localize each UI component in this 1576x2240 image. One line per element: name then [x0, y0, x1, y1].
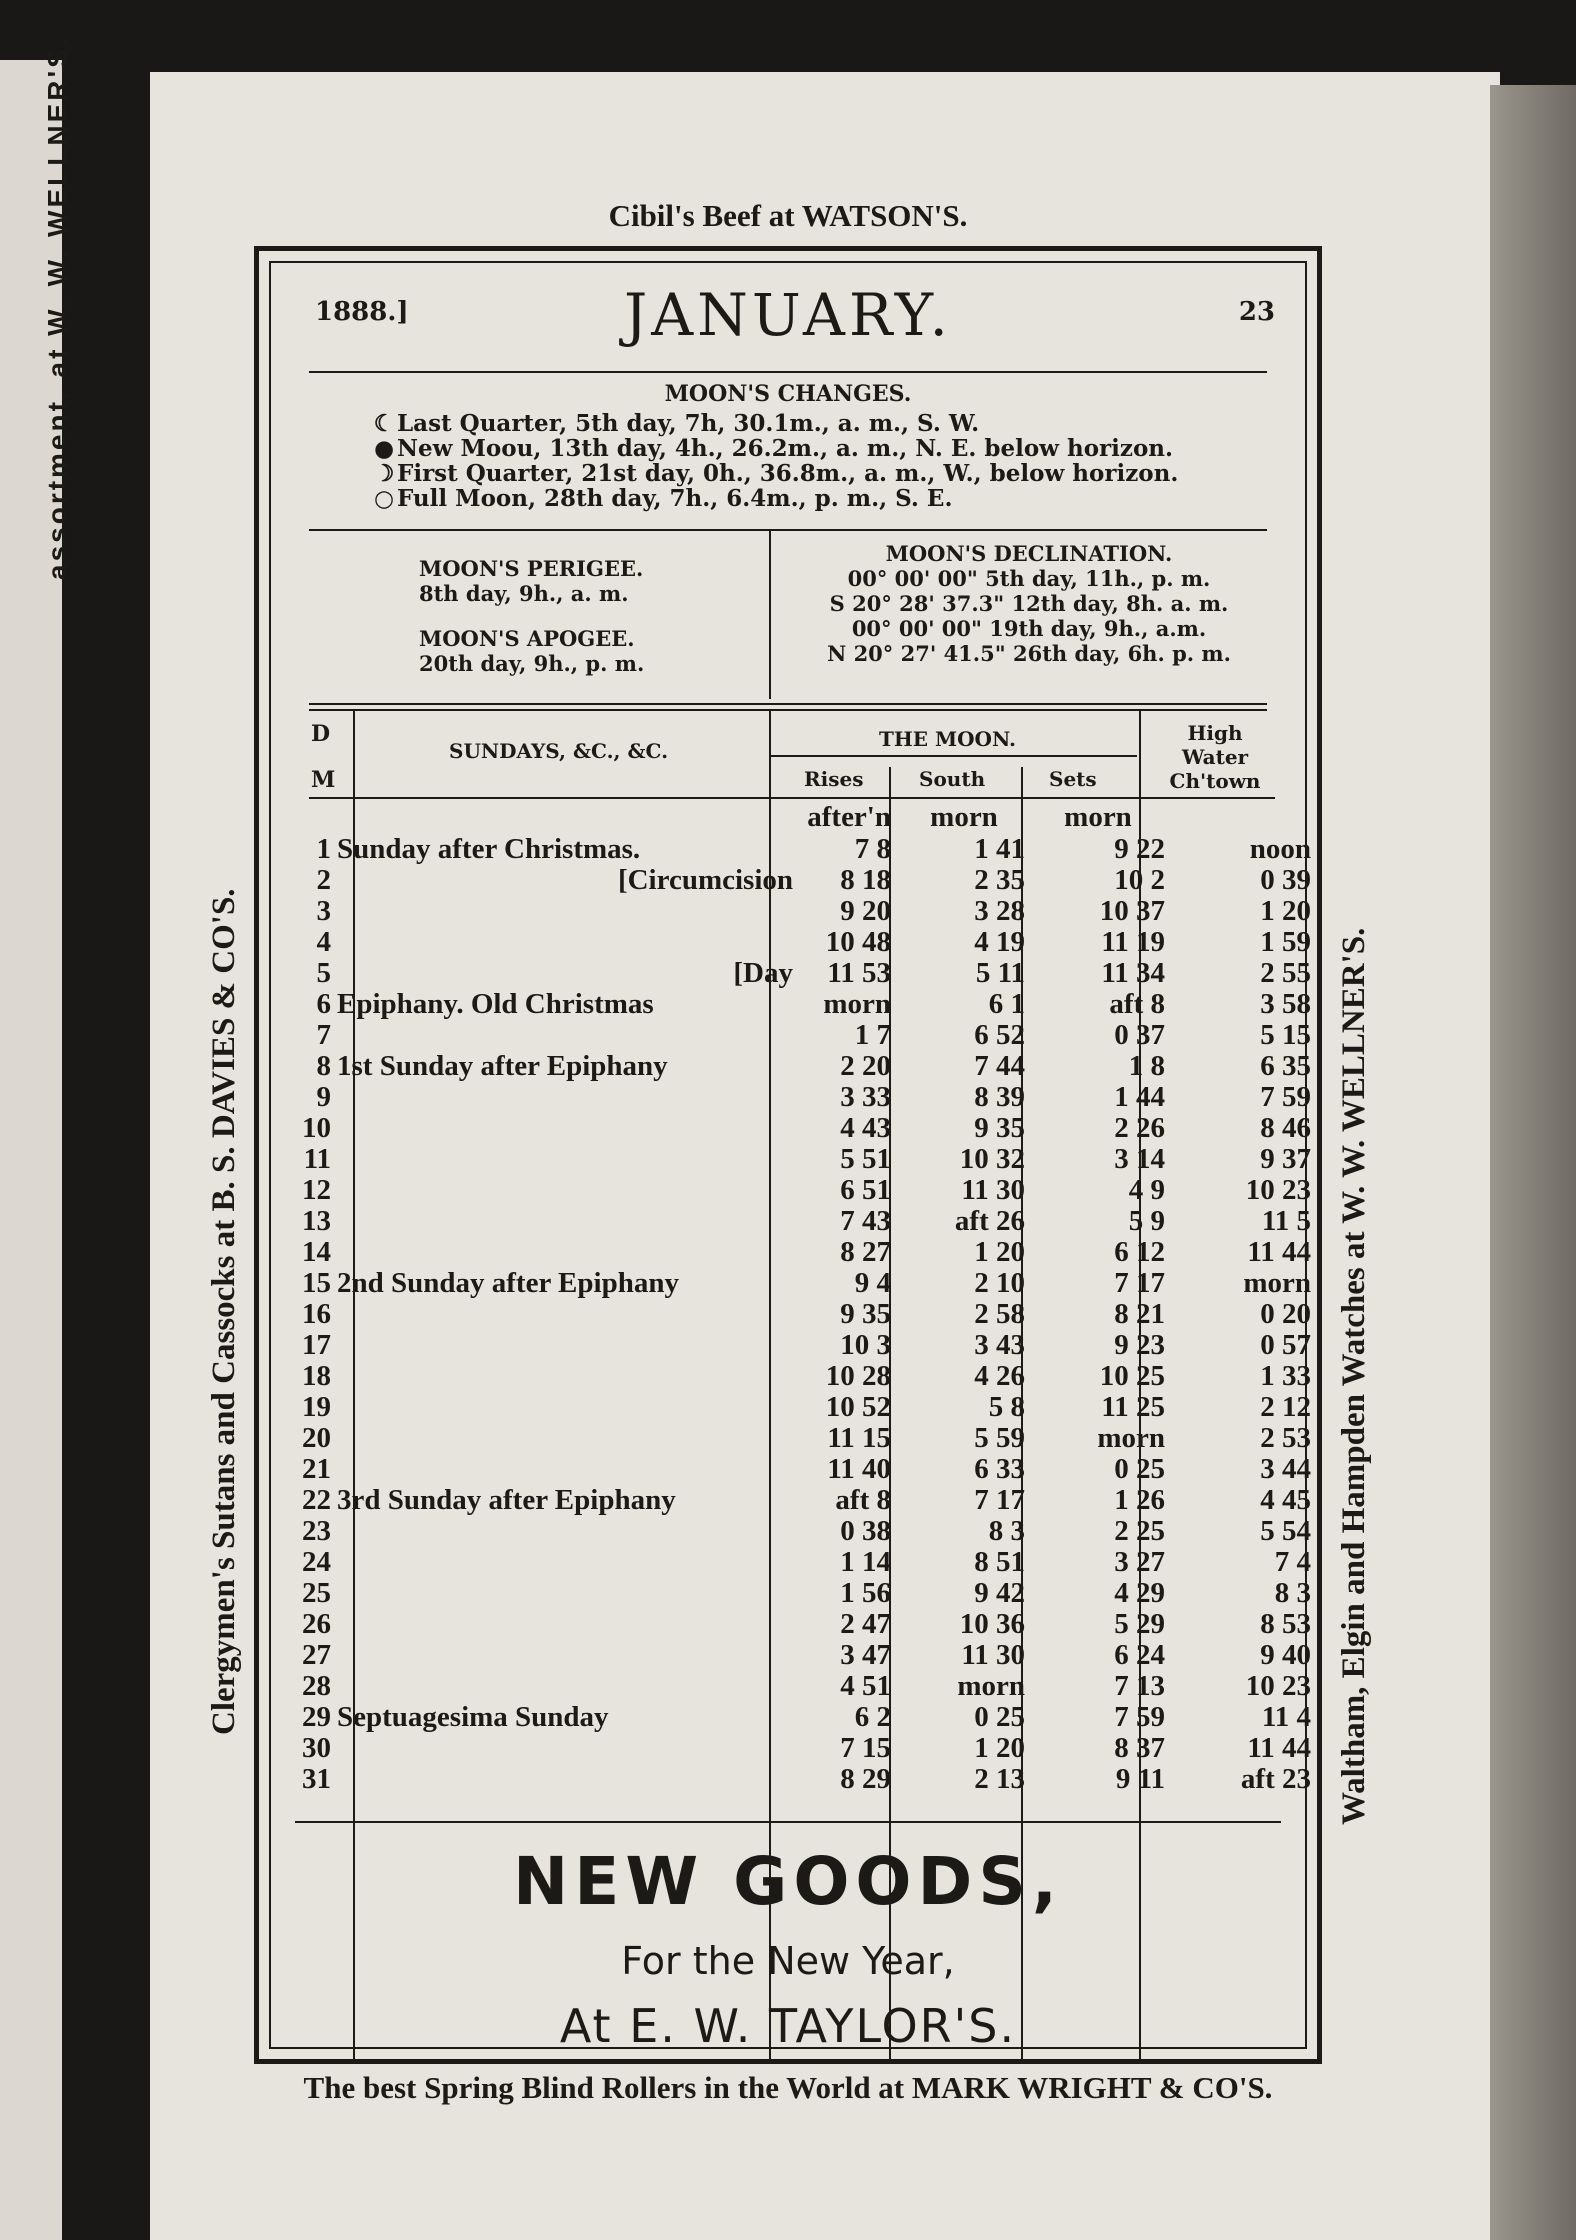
day-number: 15 — [302, 1267, 331, 1299]
calendar-row — [291, 1112, 1311, 1144]
calendar-row — [291, 1732, 1311, 1764]
day-number: 14 — [302, 1236, 331, 1268]
day-number: 21 — [302, 1453, 331, 1485]
moon-sets: 9 23 — [1114, 1329, 1165, 1361]
high-water: noon — [1249, 833, 1311, 865]
moon-rises: aft 8 — [835, 1484, 891, 1516]
high-water: 11 44 — [1247, 1236, 1311, 1268]
day-number: 7 — [316, 1019, 331, 1051]
perigee-title: MOON'S PERIGEE. — [419, 556, 644, 581]
table-top-rule-double — [309, 709, 1267, 711]
header-bottom-rule — [309, 797, 1275, 799]
dm-header-m: M — [311, 767, 336, 793]
moon-sets: 7 17 — [1114, 1267, 1165, 1299]
high-water-header-2: Water — [1181, 745, 1249, 769]
high-water: 1 20 — [1260, 895, 1311, 927]
calendar-row — [291, 1329, 1311, 1361]
day-number: 26 — [302, 1608, 331, 1640]
moon-rises: 7 8 — [854, 833, 891, 865]
calendar-row — [291, 988, 1311, 1020]
page-number: 23 — [1238, 297, 1275, 327]
moon-south: 4 19 — [974, 926, 1025, 958]
moon-rises: 11 15 — [827, 1422, 891, 1454]
moon-rises: 10 52 — [825, 1391, 891, 1423]
moon-south: 6 52 — [974, 1019, 1025, 1051]
high-water: 2 53 — [1260, 1422, 1311, 1454]
day-number: 9 — [316, 1081, 331, 1113]
moon-rises: morn — [823, 988, 891, 1020]
calendar-row — [291, 1143, 1311, 1175]
page-gutter-shadow — [1490, 85, 1576, 2240]
moon-south: 1 41 — [974, 833, 1025, 865]
sundays-header: SUNDAYS, &C., &C. — [449, 739, 669, 763]
perigee-value: 8th day, 9h., a. m. — [419, 581, 629, 606]
day-number: 17 — [302, 1329, 331, 1361]
moon-rises: 1 7 — [854, 1019, 891, 1051]
calendar-row — [291, 1453, 1311, 1485]
calendar-row — [291, 1236, 1311, 1268]
moon-rises: 10 28 — [825, 1360, 891, 1392]
calendar-row — [291, 864, 1311, 896]
advert-line-1: For the New Year, — [621, 1939, 955, 1983]
moon-rises: 2 20 — [840, 1050, 891, 1082]
day-number: 30 — [302, 1732, 331, 1764]
calendar-row — [291, 1546, 1311, 1578]
advert-line-2: At E. W. TAYLOR'S. — [559, 1999, 1017, 2053]
moon-sets: 10 37 — [1099, 895, 1165, 927]
moon-change-row — [371, 486, 1178, 511]
day-observance: 3rd Sunday after Epiphany — [337, 1484, 676, 1516]
table-subheader-row — [291, 801, 1291, 832]
day-observance: Epiphany. Old Christmas — [337, 988, 654, 1020]
high-water: 2 12 — [1260, 1391, 1311, 1423]
day-number: 19 — [302, 1391, 331, 1423]
moon-sets: morn — [1097, 1422, 1165, 1454]
day-number: 16 — [302, 1298, 331, 1330]
high-water: 10 23 — [1245, 1670, 1311, 1702]
moon-change-text: Full Moon, 28th day, 7h., 6.4m., p. m., S. E. — [397, 485, 953, 512]
calendar-frame — [254, 246, 1322, 2064]
moon-rises: 0 38 — [840, 1515, 891, 1547]
day-number: 13 — [302, 1205, 331, 1237]
declination-line: 00° 00' 00" 5th day, 11h., p. m. — [847, 566, 1211, 591]
high-water: 6 35 — [1260, 1050, 1311, 1082]
moon-rises: 6 51 — [840, 1174, 891, 1206]
calendar-row — [291, 1670, 1311, 1702]
moon-sets: 1 44 — [1114, 1081, 1165, 1113]
declination-line: N 20° 27' 41.5" 26th day, 6h. p. m. — [827, 641, 1231, 666]
high-water: 1 59 — [1260, 926, 1311, 958]
day-number: 27 — [302, 1639, 331, 1671]
day-number: 23 — [302, 1515, 331, 1547]
declination-line: 00° 00' 00" 19th day, 9h., a.m. — [851, 616, 1207, 641]
moon-sets: 3 14 — [1114, 1143, 1165, 1175]
moon-rises: 4 43 — [840, 1112, 891, 1144]
full-moon-icon: ○ — [373, 485, 395, 512]
south-subhead: morn — [930, 801, 998, 833]
high-water: 3 58 — [1260, 988, 1311, 1020]
high-water: 8 46 — [1260, 1112, 1311, 1144]
day-number: 20 — [302, 1422, 331, 1454]
moon-sets: 5 29 — [1114, 1608, 1165, 1640]
moon-changes-list — [371, 411, 1178, 511]
moon-south: 2 10 — [974, 1267, 1025, 1299]
moon-south: 6 33 — [974, 1453, 1025, 1485]
moon-south: 6 1 — [988, 988, 1025, 1020]
moon-rises: 10 48 — [825, 926, 891, 958]
day-number: 3 — [316, 895, 331, 927]
right-side-advertisement: Waltham, Elgin and Hampden Watches at W. W. WELLNER'S. — [1336, 927, 1372, 1825]
moon-south: 11 30 — [961, 1174, 1025, 1206]
moon-sets: 4 9 — [1128, 1174, 1165, 1206]
moon-sets: 8 37 — [1114, 1732, 1165, 1764]
adjacent-page-edge — [0, 35, 73, 2240]
moon-rises: 9 20 — [840, 895, 891, 927]
day-number: 28 — [302, 1670, 331, 1702]
sets-subhead: morn — [1064, 801, 1132, 833]
day-number: 12 — [302, 1174, 331, 1206]
moon-change-text: Last Quarter, 5th day, 7h, 30.1m., a. m., S. W. — [397, 410, 980, 437]
day-number: 1 — [316, 833, 331, 865]
moon-sets: aft 8 — [1109, 988, 1165, 1020]
high-water: 7 4 — [1274, 1546, 1311, 1578]
high-water: 11 44 — [1247, 1732, 1311, 1764]
calendar-row — [291, 1484, 1311, 1516]
new-moon-icon: ● — [373, 435, 395, 462]
high-water: 9 40 — [1260, 1639, 1311, 1671]
moon-changes-title: MOON'S CHANGES. — [664, 381, 912, 407]
moon-south: 2 58 — [974, 1298, 1025, 1330]
moon-sets: 4 29 — [1114, 1577, 1165, 1609]
high-water: 11 4 — [1261, 1701, 1311, 1733]
calendar-row — [291, 1422, 1311, 1454]
moon-sets: 11 19 — [1101, 926, 1165, 958]
moon-change-text: New Moou, 13th day, 4h., 26.2m., a. m., N. E. below horizon. — [397, 435, 1174, 462]
high-water-header-3: Ch'town — [1169, 769, 1261, 793]
high-water: aft 23 — [1240, 1763, 1311, 1795]
moon-header-rule — [771, 755, 1137, 757]
moon-south: 8 39 — [974, 1081, 1025, 1113]
perigee-apogee-block — [419, 556, 644, 696]
moon-rises: 10 3 — [840, 1329, 891, 1361]
calendar-row — [291, 833, 1311, 865]
moon-header: THE MOON. — [879, 727, 1016, 751]
moon-rises: 8 29 — [840, 1763, 891, 1795]
calendar-row — [291, 1391, 1311, 1423]
high-water: 3 44 — [1260, 1453, 1311, 1485]
calendar-row — [291, 1639, 1311, 1671]
moon-sets: 5 9 — [1128, 1205, 1165, 1237]
day-observance: 2nd Sunday after Epiphany — [337, 1267, 679, 1299]
moon-change-row — [371, 411, 1178, 436]
calendar-row — [291, 1577, 1311, 1609]
moon-south: 3 28 — [974, 895, 1025, 927]
day-number: 10 — [302, 1112, 331, 1144]
day-number: 8 — [316, 1050, 331, 1082]
year-label: 1888.] — [315, 297, 409, 327]
moon-south: 5 59 — [974, 1422, 1025, 1454]
moon-sets: 7 13 — [1114, 1670, 1165, 1702]
moon-south: 7 44 — [974, 1050, 1025, 1082]
high-water: 8 3 — [1274, 1577, 1311, 1609]
calendar-row — [291, 895, 1311, 927]
moon-south: 10 32 — [959, 1143, 1025, 1175]
day-number: 29 — [302, 1701, 331, 1733]
day-observance: [Circumcision — [617, 864, 793, 896]
moon-sets: 11 25 — [1101, 1391, 1165, 1423]
moon-south: 1 20 — [974, 1236, 1025, 1268]
rises-header: Rises — [804, 767, 864, 791]
high-water: 5 15 — [1260, 1019, 1311, 1051]
calendar-row — [291, 1701, 1311, 1733]
moon-sets: 7 59 — [1114, 1701, 1165, 1733]
moon-south: 9 42 — [974, 1577, 1025, 1609]
moon-rises: 4 51 — [840, 1670, 891, 1702]
day-observance: Septuagesima Sunday — [337, 1701, 609, 1733]
moon-south: 5 8 — [988, 1391, 1025, 1423]
moon-rises: 2 47 — [840, 1608, 891, 1640]
moon-south: aft 26 — [954, 1205, 1025, 1237]
left-side-advertisement: Clergymen's Sutans and Cassocks at B. S. DAVIES & CO'S. — [206, 888, 242, 1735]
moon-rises: 6 2 — [854, 1701, 891, 1733]
moon-sets: 6 24 — [1114, 1639, 1165, 1671]
calendar-row — [291, 1174, 1311, 1206]
rises-subhead: after'n — [807, 801, 891, 833]
moon-sets: 1 26 — [1114, 1484, 1165, 1516]
moon-sets: 0 37 — [1114, 1019, 1165, 1051]
moon-rises: 8 27 — [840, 1236, 891, 1268]
moon-south: 2 35 — [974, 864, 1025, 896]
calendar-row — [291, 1360, 1311, 1392]
high-water: 8 53 — [1260, 1608, 1311, 1640]
dm-header-d: D — [311, 721, 331, 747]
advert-title: NEW GOODS, — [513, 1843, 1063, 1920]
day-number: 6 — [316, 988, 331, 1020]
day-number: 4 — [316, 926, 331, 958]
moon-sets: 8 21 — [1114, 1298, 1165, 1330]
header-rule — [309, 371, 1267, 373]
moon-south: 8 3 — [988, 1515, 1025, 1547]
moon-changes-rule — [309, 529, 1267, 531]
moon-rises: 9 4 — [854, 1267, 891, 1299]
moon-sets: 10 2 — [1114, 864, 1165, 896]
day-number: 18 — [302, 1360, 331, 1392]
calendar-row — [291, 1267, 1311, 1299]
day-number: 31 — [302, 1763, 331, 1795]
moon-south: 5 11 — [975, 957, 1025, 989]
moon-sets: 2 25 — [1114, 1515, 1165, 1547]
calendar-row — [291, 957, 1311, 989]
moon-sets: 0 25 — [1114, 1453, 1165, 1485]
top-advertisement: Cibil's Beef at WATSON'S. — [608, 198, 968, 233]
moon-rises: 1 56 — [840, 1577, 891, 1609]
moon-change-text: First Quarter, 21st day, 0h., 36.8m., a. m., W., below horizon. — [397, 460, 1179, 487]
high-water: 9 37 — [1260, 1143, 1311, 1175]
high-water: 5 54 — [1260, 1515, 1311, 1547]
calendar-row — [291, 1515, 1311, 1547]
moon-sets: 10 25 — [1099, 1360, 1165, 1392]
table-bottom-rule — [295, 1821, 1281, 1823]
moon-rises: 7 43 — [840, 1205, 891, 1237]
apogee-value: 20th day, 9h., p. m. — [419, 651, 645, 676]
adjacent-page-text: assortment, at W. W. WELLNER'S. — [42, 35, 73, 580]
declination-line: S 20° 28' 37.3" 12th day, 8h. a. m. — [829, 591, 1229, 616]
moon-sets: 6 12 — [1114, 1236, 1165, 1268]
calendar-row — [291, 1608, 1311, 1640]
moon-south: 8 51 — [974, 1546, 1025, 1578]
high-water: 0 39 — [1260, 864, 1311, 896]
last-quarter-icon: ☾ — [373, 410, 395, 437]
sets-header: Sets — [1049, 767, 1097, 791]
moon-south: 11 30 — [961, 1639, 1025, 1671]
moon-sets: 9 22 — [1114, 833, 1165, 865]
month-title: JANUARY. — [623, 281, 952, 349]
high-water: morn — [1243, 1267, 1311, 1299]
moon-rises: 8 18 — [840, 864, 891, 896]
day-number: 11 — [303, 1143, 331, 1175]
first-quarter-icon: ☽ — [373, 460, 395, 487]
moon-south: 10 36 — [959, 1608, 1025, 1640]
moon-sets: 2 26 — [1114, 1112, 1165, 1144]
calendar-row — [291, 1763, 1311, 1795]
moon-rises: 11 53 — [827, 957, 891, 989]
apogee-title: MOON'S APOGEE. — [419, 626, 635, 651]
calendar-row — [291, 1050, 1311, 1082]
calendar-row — [291, 1019, 1311, 1051]
moon-rises: 11 40 — [827, 1453, 891, 1485]
moon-rises: 3 33 — [840, 1081, 891, 1113]
moon-south: 2 13 — [974, 1763, 1025, 1795]
moon-sets: 11 34 — [1101, 957, 1165, 989]
bottom-advertisement: The best Spring Blind Rollers in the World at MARK WRIGHT & CO'S. — [303, 2070, 1273, 2105]
moon-rises: 7 15 — [840, 1732, 891, 1764]
moon-south: 3 43 — [974, 1329, 1025, 1361]
moon-south: 0 25 — [974, 1701, 1025, 1733]
moon-rises: 1 14 — [840, 1546, 891, 1578]
moon-south: morn — [957, 1670, 1025, 1702]
high-water-header-1: High — [1187, 721, 1243, 745]
calendar-row — [291, 1298, 1311, 1330]
day-number: 25 — [302, 1577, 331, 1609]
moon-sets: 1 8 — [1128, 1050, 1165, 1082]
declination-title: MOON'S DECLINATION. — [885, 541, 1173, 566]
high-water: 4 45 — [1260, 1484, 1311, 1516]
calendar-row — [291, 1205, 1311, 1237]
south-header: South — [919, 767, 986, 791]
moon-sets: 3 27 — [1114, 1546, 1165, 1578]
moon-south: 4 26 — [974, 1360, 1025, 1392]
day-observance: [Day — [733, 957, 793, 989]
moon-south: 7 17 — [974, 1484, 1025, 1516]
calendar-row — [291, 926, 1311, 958]
moon-change-row — [371, 436, 1178, 461]
day-observance: 1st Sunday after Epiphany — [337, 1050, 668, 1082]
moon-rises: 5 51 — [840, 1143, 891, 1175]
day-number: 22 — [302, 1484, 331, 1516]
high-water: 10 23 — [1245, 1174, 1311, 1206]
middle-divider — [769, 531, 771, 699]
moon-south: 9 35 — [974, 1112, 1025, 1144]
table-top-rule — [309, 703, 1267, 705]
calendar-row — [291, 1081, 1311, 1113]
moon-rises: 3 47 — [840, 1639, 891, 1671]
moon-change-row — [371, 461, 1178, 486]
moon-south: 1 20 — [974, 1732, 1025, 1764]
high-water: 0 20 — [1260, 1298, 1311, 1330]
high-water: 7 59 — [1260, 1081, 1311, 1113]
high-water: 2 55 — [1260, 957, 1311, 989]
day-observance: Sunday after Christmas. — [337, 833, 641, 865]
high-water: 1 33 — [1260, 1360, 1311, 1392]
high-water: 0 57 — [1260, 1329, 1311, 1361]
day-number: 5 — [316, 957, 331, 989]
moon-rises: 9 35 — [840, 1298, 891, 1330]
moon-sets: 9 11 — [1115, 1763, 1165, 1795]
high-water: 11 5 — [1261, 1205, 1311, 1237]
day-number: 2 — [316, 864, 331, 896]
declination-block — [819, 541, 1239, 666]
day-number: 24 — [302, 1546, 331, 1578]
